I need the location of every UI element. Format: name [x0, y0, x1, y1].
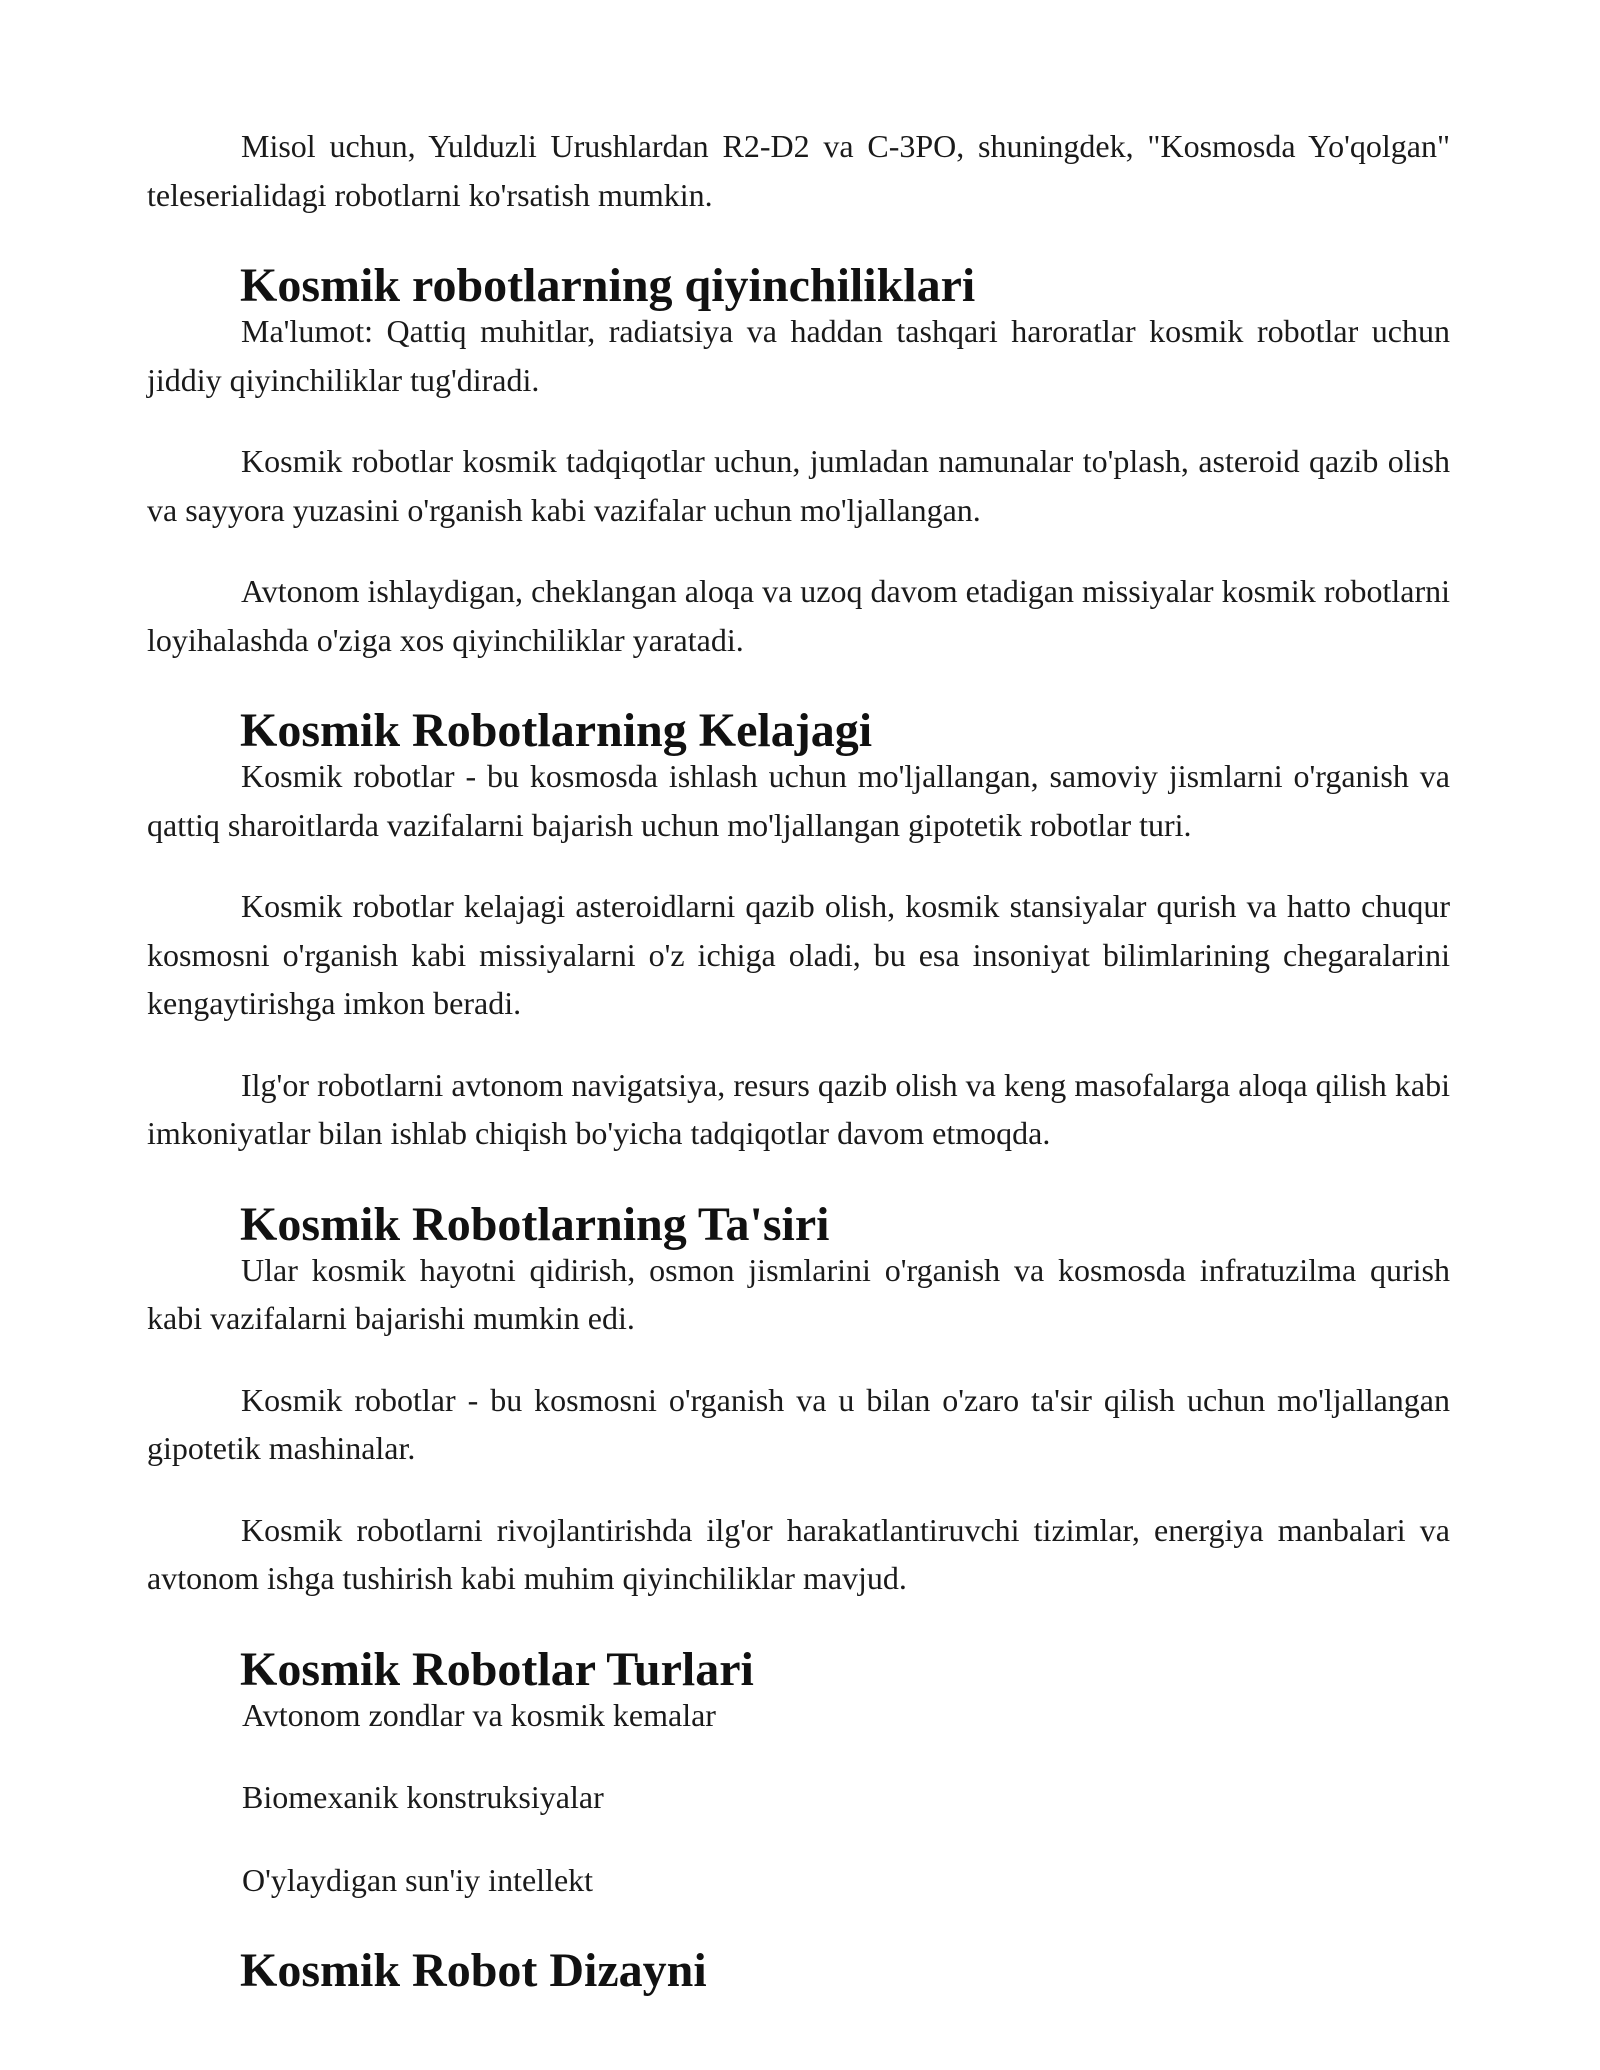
future-paragraph-3: Ilg'or robotlarni avtonom navigatsiya, resurs qazib olish va keng masofalarga aloqa qilish kabi imkoniyatlar bilan ishlab chiqish bo'yicha tadqiqotlar davom etmoqda.: [147, 1066, 1450, 1151]
challenges-paragraph-1: Ma'lumot: Qattiq muhitlar, radiatsiya va haddan tashqari haroratlar kosmik robotlar uchun jiddiy qiyinchiliklar tug'diradi.: [147, 313, 1450, 398]
impact-paragraph-1: Ular kosmik hayotni qidirish, osmon jismlarini o'rganish va kosmosda infratuzilma qurish kabi vazifalarni bajarishi mumkin edi.: [147, 1251, 1450, 1336]
types-item-3: O'ylaydigan sun'iy intellekt: [242, 1861, 594, 1898]
future-paragraph-1: Kosmik robotlar - bu kosmosda ishlash uchun mo'ljallangan, samoviy jismlarni o'rganish va qattiq sharoitlarda vazifalarni bajarish uchun mo'ljallangan gipotetik robotlar turi.: [147, 758, 1450, 843]
types-item-2: Biomexanik konstruksiyalar: [242, 1779, 604, 1815]
types-item-1: Avtonom zondlar va kosmik kemalar: [242, 1696, 716, 1733]
impact-paragraph-2: Kosmik robotlar - bu kosmosni o'rganish va u bilan o'zaro ta'sir qilish uchun mo'ljallangan gipotetik mashinalar.: [147, 1381, 1450, 1466]
intro-paragraph: Misol uchun, Yulduzli Urushlardan R2-D2 va C-3PO, shuningdek, "Kosmosda Yo'qolgan" teleserialidagi robotlarni ko'rsatish mumkin.: [147, 128, 1450, 213]
document-page: [147, 122, 1450, 1997]
impact-paragraph-3: Kosmik robotlarni rivojlantirishda ilg'or harakatlantiruvchi tizimlar, energiya manbalari va avtonom ishga tushirish kabi muhim qiyinchiliklar mavjud.: [147, 1511, 1450, 1596]
challenges-paragraph-3: Avtonom ishlaydigan, cheklangan aloqa va uzoq davom etadigan missiyalar kosmik robotlarni loyihalashda o'ziga xos qiyinchiliklar yaratadi.: [147, 573, 1450, 658]
heading-types: Kosmik Robotlar Turlari: [240, 1642, 754, 1696]
heading-design: Kosmik Robot Dizayni: [240, 1944, 707, 1997]
heading-future: Kosmik Robotlarning Kelajagi: [240, 704, 873, 757]
future-paragraph-2: Kosmik robotlar kelajagi asteroidlarni qazib olish, kosmik stansiyalar qurish va hatto chuqur kosmosni o'rganish kabi missiyalarni o'z ichiga oladi, bu esa insoniyat bilimlarining chegaralarini kengaytirishga imkon beradi.: [147, 888, 1450, 1021]
heading-challenges: Kosmik robotlarning qiyinchiliklari: [240, 259, 976, 312]
challenges-paragraph-2: Kosmik robotlar kosmik tadqiqotlar uchun, jumladan namunalar to'plash, asteroid qazib olish va sayyora yuzasini o'rganish kabi vazifalar uchun mo'ljallangan.: [147, 443, 1450, 528]
heading-impact: Kosmik Robotlarning Ta'siri: [240, 1197, 830, 1251]
